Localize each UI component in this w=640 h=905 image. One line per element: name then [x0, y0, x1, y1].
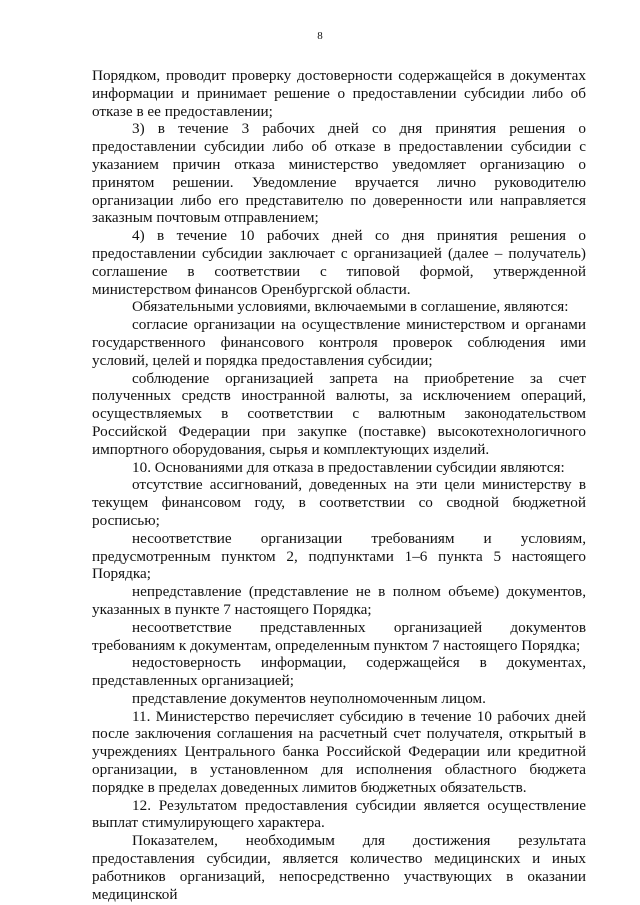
paragraph: 10. Основаниями для отказа в предоставлении субсидии являются:	[132, 458, 565, 476]
paragraph: отсутствие ассигнований, доведенных на эти цели министерству в текущем финансовом году, в соответствии со сводной бюджетной росписью;	[92, 476, 586, 529]
paragraph: 11. Министерство перечисляет субсидию в течение 10 рабочих дней после заключения соглашения на расчетный счет получателя, открытый в учреждениях Центрального банка Российской Федерации или кредитной организации, в установленном для исполнения областного бюджета порядке в пределах доведенных лимитов бюджетных обязательств.	[92, 707, 586, 796]
paragraph: 12. Результатом предоставления субсидии является осуществление выплат стимулирующего характера.	[92, 796, 586, 832]
paragraph: 4) в течение 10 рабочих дней со дня принятия решения о предоставлении субсидии заключает с организацией (далее – получатель) соглашение в соответствии с типовой формой, утвержденной министерством финансов Оренбургской области.	[92, 227, 586, 298]
paragraph: недостоверность информации, содержащейся в документах, представленных организацией;	[92, 654, 586, 690]
paragraph: непредставление (представление не в полном объеме) документов, указанных в пункте 7 настоящего Порядка;	[92, 583, 586, 618]
paragraph: представление документов неуполномоченным лицом.	[132, 689, 486, 707]
paragraph: Обязательными условиями, включаемыми в соглашение, являются:	[132, 298, 569, 316]
paragraph: Показателем, необходимым для достижения результата предоставления субсидии, является количество медицинских и иных работников организаций, непосредственно участвующих в оказании медицинской	[92, 832, 586, 903]
paragraph: 3) в течение 3 рабочих дней со дня принятия решения о предоставлении субсидии либо об отказе в предоставлении субсидии с указанием причин отказа министерство уведомляет организацию о принятом решении. Уведомление вручается лично руководителю организации либо его представителю по доверенности или направляется заказным почтовым отправлением;	[92, 120, 586, 227]
paragraph: несоответствие организации требованиям и условиям, предусмотренным пунктом 2, подпунктами 1–6 пункта 5 настоящего Порядка;	[92, 529, 586, 583]
paragraph: согласие организации на осуществление министерством и органами государственного финансового контроля проверок соблюдения ими условий, целей и порядка предоставления субсидии;	[92, 316, 586, 369]
paragraph: соблюдение организацией запрета на приобретение за счет полученных средств иностранной валюты, за исключением операций, осуществляемых в соответствии с валютным законодательством Российской Федерации при закупке (поставке) высокотехнологичного импортного оборудования, сырья и комплектующих изделий.	[92, 369, 586, 458]
page-number: 8	[317, 30, 323, 42]
document-body	[92, 67, 586, 903]
paragraph: несоответствие представленных организацией документов требованиям к документам, определенным пунктом 7 настоящего Порядка;	[92, 618, 586, 654]
paragraph: Порядком, проводит проверку достоверности содержащейся в документах информации и принимает решение о предоставлении субсидии либо об отказе в ее предоставлении;	[92, 67, 586, 120]
